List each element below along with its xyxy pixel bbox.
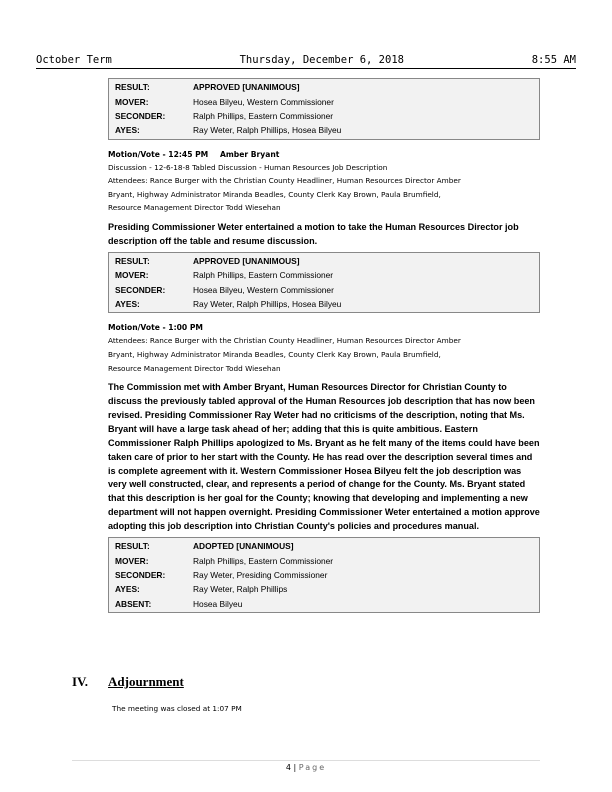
vote-field-value: Ralph Phillips, Eastern Commissioner (193, 110, 334, 121)
motion-time: Motion/Vote - 12:45 PM (108, 149, 209, 159)
vote-result-table (108, 252, 540, 314)
vote-field-value: Ray Weter, Presiding Commissioner (193, 570, 328, 581)
vote-field-label: MOVER: (115, 270, 149, 281)
vote-field-value: Hosea Bilyeu, Western Commissioner (193, 284, 334, 295)
vote-result-row (109, 297, 539, 311)
page-header (36, 50, 576, 69)
adjournment-text: The meeting was closed at 1:07 PM (112, 704, 242, 713)
motion-detail-line: Attendees: Rance Burger with the Christian County Headliner, Human Resources Director Amber (108, 336, 461, 346)
vote-field-label: SECONDER: (115, 570, 166, 581)
motion-heading (108, 149, 540, 161)
vote-field-value: Ray Weter, Ralph Phillips, Hosea Bilyeu (193, 125, 342, 136)
motion-presenter: Amber Bryant (220, 149, 280, 159)
vote-field-value: Ralph Phillips, Eastern Commissioner (193, 270, 334, 281)
vote-field-label: SECONDER: (115, 284, 166, 295)
vote-result-row (109, 539, 539, 553)
vote-result-row (109, 582, 539, 596)
page-label: Page (298, 763, 327, 772)
vote-result-row (109, 254, 539, 268)
vote-result-row (109, 123, 539, 137)
vote-result-row (109, 109, 539, 123)
vote-field-label: RESULT: (115, 255, 150, 266)
minutes-paragraph: Presiding Commissioner Weter entertained a motion to take the Human Resources Director job description off the table and resume discussion. (108, 221, 519, 246)
vote-result-table (108, 537, 540, 613)
vote-field-label: AYES: (115, 584, 140, 595)
vote-field-label: RESULT: (115, 541, 150, 552)
page-number: 4 (285, 763, 291, 772)
minutes-content (108, 78, 540, 613)
vote-result-row (109, 268, 539, 282)
vote-field-value: Ray Weter, Ralph Phillips, Hosea Bilyeu (193, 299, 342, 310)
vote-result-row (109, 568, 539, 582)
meeting-time: 8:55 AM (531, 54, 576, 66)
motion-heading (108, 322, 540, 334)
vote-field-label: AYES: (115, 299, 140, 310)
vote-field-value: Hosea Bilyeu, Western Commissioner (193, 96, 334, 107)
vote-field-label: MOVER: (115, 555, 149, 566)
motion-detail-line: Discussion - 12-6-18-8 Tabled Discussion - Human Resources Job Description (108, 162, 388, 172)
vote-field-label: MOVER: (115, 96, 149, 107)
meeting-date: Thursday, December 6, 2018 (239, 54, 404, 66)
vote-field-label: AYES: (115, 125, 140, 136)
vote-field-value: APPROVED [UNANIMOUS] (193, 82, 300, 93)
vote-field-label: RESULT: (115, 82, 150, 93)
section-number: IV. (72, 674, 89, 689)
vote-field-label: SECONDER: (115, 110, 166, 121)
vote-field-value: Ray Weter, Ralph Phillips (193, 584, 288, 595)
page-separator: | (293, 763, 297, 772)
vote-field-value: ADOPTED [UNANIMOUS] (193, 541, 294, 552)
vote-field-value: Ralph Phillips, Eastern Commissioner (193, 555, 334, 566)
motion-detail-line: Bryant, Highway Administrator Miranda Beadles, County Clerk Kay Brown, Paula Brumfield, (108, 349, 441, 359)
vote-field-value: Hosea Bilyeu (193, 598, 243, 609)
vote-result-row (109, 283, 539, 297)
motion-detail-line: Attendees: Rance Burger with the Christian County Headliner, Human Resources Director Amber (108, 176, 461, 186)
vote-result-row (109, 597, 539, 611)
vote-field-label: ABSENT: (115, 598, 152, 609)
vote-result-row (109, 553, 539, 567)
vote-field-value: APPROVED [UNANIMOUS] (193, 255, 300, 266)
term-label: October Term (36, 54, 112, 66)
vote-result-row (109, 94, 539, 108)
motion-detail-line: Bryant, Highway Administrator Miranda Beadles, County Clerk Kay Brown, Paula Brumfield, (108, 189, 441, 199)
motion-detail-line: Resource Management Director Todd Wiesehan (108, 363, 281, 373)
motion-detail-line: Resource Management Director Todd Wiesehan (108, 203, 281, 213)
vote-result-row (109, 80, 539, 94)
page-footer (0, 763, 612, 772)
vote-result-table (108, 78, 540, 140)
footer-divider (72, 760, 540, 761)
motion-time: Motion/Vote - 1:00 PM (108, 323, 203, 333)
minutes-paragraph: The Commission met with Amber Bryant, Human Resources Director for Christian County to discuss the previously tabled approval of the Human Resources job description that has now been revised. Presiding Commissioner Ray Weter had no criticisms of the description, noting that Ms. Bryant will have a large task ahead of her; adding that this is quite ambitious. Eastern Commissioner Ralph Phillips apologized to Ms. Bryant as he felt many of the items could have been taken care of prior to her start with the County. He has read over the description several times and is complete agreement with it. Western Commissioner Hosea Bilyeu felt the job description was very well constructed, clear, and represents a period of change for the County. Ms. Bryant stated that this description is her goal for the County; knowing that developing and implementing a new department will not happen overnight. Presiding Commissioner Weter entertained a motion approve adopting this job description into Christian County's policies and procedures manual. (108, 382, 540, 532)
section-title: Adjournment (108, 674, 184, 689)
